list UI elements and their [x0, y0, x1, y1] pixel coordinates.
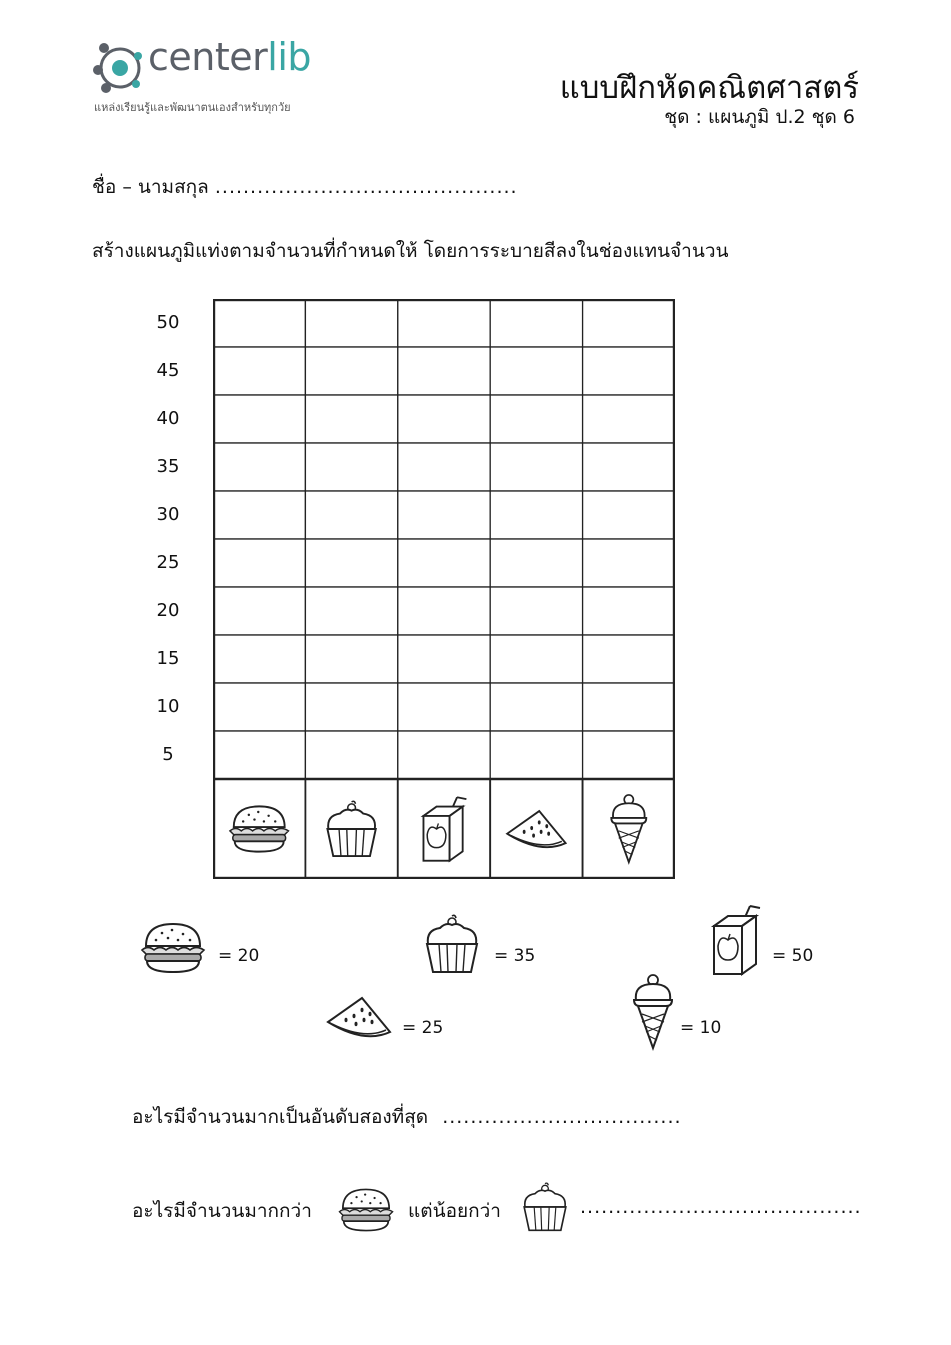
grid-cell[interactable]: [398, 587, 490, 635]
grid-cell[interactable]: [213, 347, 305, 395]
legend-hamburger-icon: [138, 918, 208, 978]
grid-cell[interactable]: [490, 635, 582, 683]
y-tick-label: 25: [156, 552, 180, 573]
grid-cell[interactable]: [213, 395, 305, 443]
grid-cell[interactable]: [213, 635, 305, 683]
grid-cell[interactable]: [213, 731, 305, 779]
question-2-text-middle: แต่น้อยกว่า: [408, 1200, 501, 1222]
grid-cell[interactable]: [490, 683, 582, 731]
y-tick-label: 20: [156, 600, 180, 621]
grid-cell[interactable]: [305, 491, 397, 539]
name-blank[interactable]: ...........................................: [214, 176, 518, 198]
grid-cell[interactable]: [398, 347, 490, 395]
name-label: ชื่อ – นามสกุล: [92, 176, 209, 198]
y-tick-label: 50: [156, 312, 180, 333]
grid-cell[interactable]: [583, 731, 675, 779]
grid-cell[interactable]: [583, 491, 675, 539]
grid-cell[interactable]: [490, 347, 582, 395]
grid-cell[interactable]: [305, 683, 397, 731]
grid-cell[interactable]: [490, 539, 582, 587]
logo-wordmark: [148, 35, 312, 79]
grid-cell[interactable]: [305, 347, 397, 395]
grid-cell[interactable]: [213, 683, 305, 731]
logo-molecule-icon: [92, 40, 148, 96]
y-tick-label: 40: [156, 408, 180, 429]
grid-cell[interactable]: [398, 395, 490, 443]
question-1: [132, 1102, 682, 1132]
y-tick-label: 5: [162, 744, 174, 765]
grid-cell[interactable]: [398, 443, 490, 491]
grid-cell[interactable]: [213, 587, 305, 635]
grid-cell[interactable]: [490, 299, 582, 347]
question-2-answer-blank[interactable]: ........................................: [580, 1196, 862, 1218]
grid-cell[interactable]: [398, 299, 490, 347]
grid-cell[interactable]: [213, 299, 305, 347]
legend-hamburger-value: = 20: [218, 946, 260, 966]
legend-juice-box-value: = 50: [772, 946, 814, 966]
y-tick-label: 10: [156, 696, 180, 717]
question-1-answer-blank[interactable]: ..................................: [442, 1106, 682, 1128]
category-hamburger-icon: [230, 806, 288, 851]
question-2-text-start: อะไรมีจำนวนมากกว่า: [132, 1200, 312, 1222]
grid-cell[interactable]: [490, 587, 582, 635]
bar-chart-grid[interactable]: [213, 299, 675, 879]
grid-cell[interactable]: [305, 635, 397, 683]
grid-cell[interactable]: [213, 539, 305, 587]
y-tick-label: 30: [156, 504, 180, 525]
instruction-text: สร้างแผนภูมิแท่งตามจำนวนที่กำหนดให้ โดยการระบายสีลงในช่องแทนจำนวน: [92, 240, 729, 262]
grid-cell[interactable]: [583, 587, 675, 635]
y-tick-label: 35: [156, 456, 180, 477]
grid-cell[interactable]: [398, 635, 490, 683]
grid-cell[interactable]: [305, 539, 397, 587]
grid-cell[interactable]: [305, 587, 397, 635]
legend-watermelon-icon: [324, 992, 394, 1042]
grid-cell[interactable]: [583, 683, 675, 731]
grid-cell[interactable]: [305, 443, 397, 491]
legend-juice-box-icon: [706, 902, 766, 978]
grid-cell[interactable]: [583, 539, 675, 587]
grid-cell[interactable]: [398, 539, 490, 587]
grid-cell[interactable]: [583, 347, 675, 395]
grid-cell[interactable]: [583, 299, 675, 347]
logo-tagline: แหล่งเรียนรู้และพัฒนาตนเองสำหรับทุกวัย: [94, 101, 291, 114]
grid-cell[interactable]: [305, 731, 397, 779]
worksheet-title: แบบฝึกหัดคณิตศาสตร์: [559, 70, 859, 106]
question-2-cupcake-icon: [520, 1180, 570, 1234]
worksheet-subtitle: ชุด : แผนภูมิ ป.2 ชุด 6: [664, 106, 855, 128]
grid-cell[interactable]: [398, 731, 490, 779]
grid-cell[interactable]: [490, 443, 582, 491]
question-2-hamburger-icon: [336, 1184, 396, 1236]
grid-cell[interactable]: [305, 299, 397, 347]
legend-ice-cream-value: = 10: [680, 1018, 722, 1038]
legend-cupcake-value: = 35: [494, 946, 536, 966]
grid-cell[interactable]: [490, 731, 582, 779]
grid-cell[interactable]: [305, 395, 397, 443]
grid-cell[interactable]: [213, 491, 305, 539]
grid-cell[interactable]: [213, 443, 305, 491]
grid-cell[interactable]: [583, 395, 675, 443]
legend-watermelon-value: = 25: [402, 1018, 444, 1038]
grid-cell[interactable]: [583, 635, 675, 683]
y-tick-label: 45: [156, 360, 180, 381]
logo-word-lib: lib: [267, 35, 312, 79]
y-tick-label: 15: [156, 648, 180, 669]
legend-ice-cream-icon: [628, 972, 678, 1052]
grid-cell[interactable]: [490, 395, 582, 443]
name-field-line: [92, 172, 518, 202]
grid-cell[interactable]: [583, 443, 675, 491]
logo-word-center: center: [148, 35, 268, 79]
grid-cell[interactable]: [398, 683, 490, 731]
grid-cell[interactable]: [398, 491, 490, 539]
grid-cell[interactable]: [490, 491, 582, 539]
centerlib-logo: [92, 35, 352, 120]
question-1-text: อะไรมีจำนวนมากเป็นอันดับสองที่สุด: [132, 1106, 429, 1128]
legend-cupcake-icon: [422, 912, 482, 976]
